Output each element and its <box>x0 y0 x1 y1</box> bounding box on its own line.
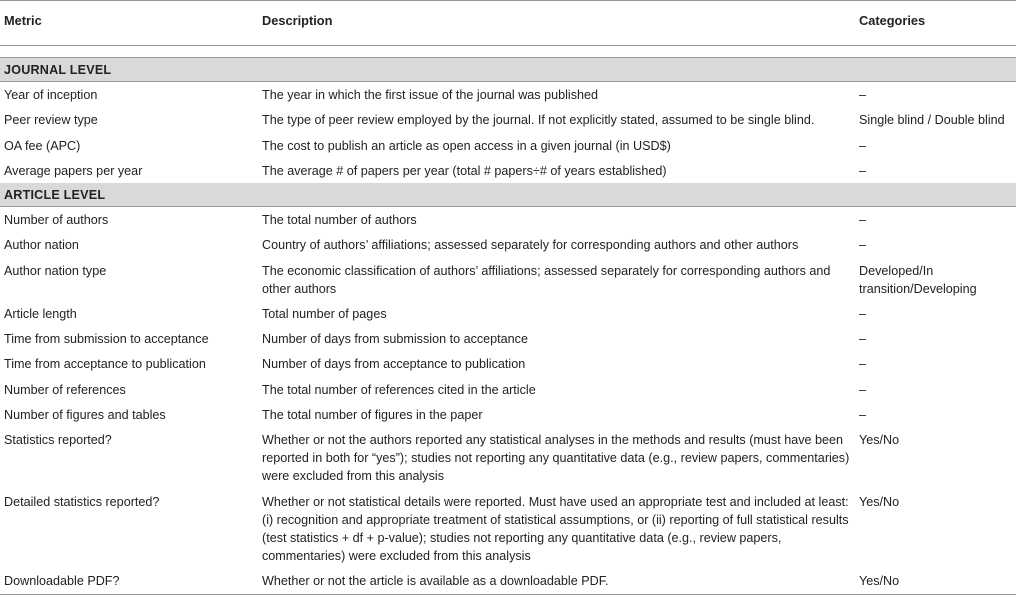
cell-categories: Developed/In transition/Developing <box>859 263 977 296</box>
cell-metric: Average papers per year <box>4 163 143 178</box>
cell-categories: – <box>859 382 867 397</box>
cell-description: Whether or not the authors reported any statistical analyses in the methods and results (must have been reported in both for “yes”); studies not reporting any quantitative data (e.g., review papers, commentaries) were excluded from this analysis <box>262 433 850 484</box>
table-row <box>0 232 1016 257</box>
header-metric: Metric <box>0 1 258 46</box>
cell-metric: Author nation type <box>4 263 107 278</box>
table-row <box>0 207 1016 233</box>
cell-categories: Yes/No <box>859 433 900 448</box>
cell-categories: – <box>859 307 867 322</box>
cell-description: The economic classification of authors’ affiliations; assessed separately for corresponding authors and other authors <box>262 263 831 296</box>
cell-metric: Statistics reported? <box>4 433 112 448</box>
header-description: Description <box>258 1 855 46</box>
table-row <box>0 402 1016 427</box>
cell-categories: Yes/No <box>855 568 1016 594</box>
cell-metric: Number of authors <box>4 213 109 228</box>
cell-metric: Author nation <box>4 238 79 253</box>
cell-categories: – <box>859 163 867 178</box>
cell-categories: – <box>859 332 867 347</box>
cell-metric: Number of references <box>4 382 126 397</box>
header-row <box>0 1 1016 46</box>
cell-metric: Downloadable PDF? <box>0 568 258 594</box>
header-categories: Categories <box>855 1 1016 46</box>
cell-description: The year in which the first issue of the journal was published <box>262 88 599 103</box>
table-row <box>0 427 1016 489</box>
cell-metric: Time from acceptance to publication <box>4 357 206 372</box>
cell-metric: Time from submission to acceptance <box>4 332 209 347</box>
cell-description: The average # of papers per year (total # papers÷# of years established) <box>262 163 667 178</box>
cell-description: The type of peer review employed by the journal. If not explicitly stated, assumed to be single blind. <box>262 113 815 128</box>
table-row <box>0 301 1016 326</box>
cell-metric: Year of inception <box>4 88 98 103</box>
section-row <box>0 58 1016 82</box>
cell-categories: – <box>859 213 867 228</box>
cell-categories: Yes/No <box>859 494 900 509</box>
cell-metric: OA fee (APC) <box>4 138 81 153</box>
table-row <box>0 133 1016 158</box>
cell-metric: Number of figures and tables <box>4 407 166 422</box>
cell-description: Whether or not the article is available as a downloadable PDF. <box>258 568 855 594</box>
section-title: ARTICLE LEVEL <box>0 183 1016 207</box>
cell-description: Total number of pages <box>262 307 387 322</box>
table-row <box>0 326 1016 351</box>
section-row <box>0 183 1016 207</box>
table-row <box>0 489 1016 569</box>
table-row <box>0 351 1016 376</box>
table-row <box>0 82 1016 108</box>
section-title: JOURNAL LEVEL <box>0 58 1016 82</box>
cell-categories: – <box>859 238 867 253</box>
cell-description: The cost to publish an article as open access in a given journal (in USD$) <box>262 138 671 153</box>
table-row <box>0 377 1016 402</box>
cell-categories: – <box>859 407 867 422</box>
cell-metric: Peer review type <box>4 113 98 128</box>
cell-categories: – <box>859 357 867 372</box>
table-row <box>0 568 1016 594</box>
cell-description: Whether or not statistical details were reported. Must have used an appropriate test and included at least: (i) recognition and appropriate treatment of statistical assumptions, or (ii) reporting of full statistical results (test statistics + df + p-value); studies not reporting any quantitative data (e.g., review papers, commentaries) were excluded from this analysis <box>262 494 849 564</box>
cell-metric: Detailed statistics reported? <box>4 494 160 509</box>
table-row <box>0 107 1016 132</box>
cell-categories: – <box>859 88 867 103</box>
cell-description: Number of days from submission to acceptance <box>262 332 528 347</box>
cell-description: Number of days from acceptance to publication <box>262 357 526 372</box>
table-body <box>0 46 1016 595</box>
table-row <box>0 258 1016 301</box>
cell-categories: – <box>859 138 867 153</box>
cell-description: The total number of authors <box>262 213 417 228</box>
table-row <box>0 158 1016 183</box>
cell-categories: Single blind / Double blind <box>859 113 1005 128</box>
cell-description: The total number of figures in the paper <box>262 407 483 422</box>
cell-description: Country of authors’ affiliations; assessed separately for corresponding authors and other authors <box>262 238 799 253</box>
cell-description: The total number of references cited in the article <box>262 382 536 397</box>
cell-metric: Article length <box>4 307 77 322</box>
